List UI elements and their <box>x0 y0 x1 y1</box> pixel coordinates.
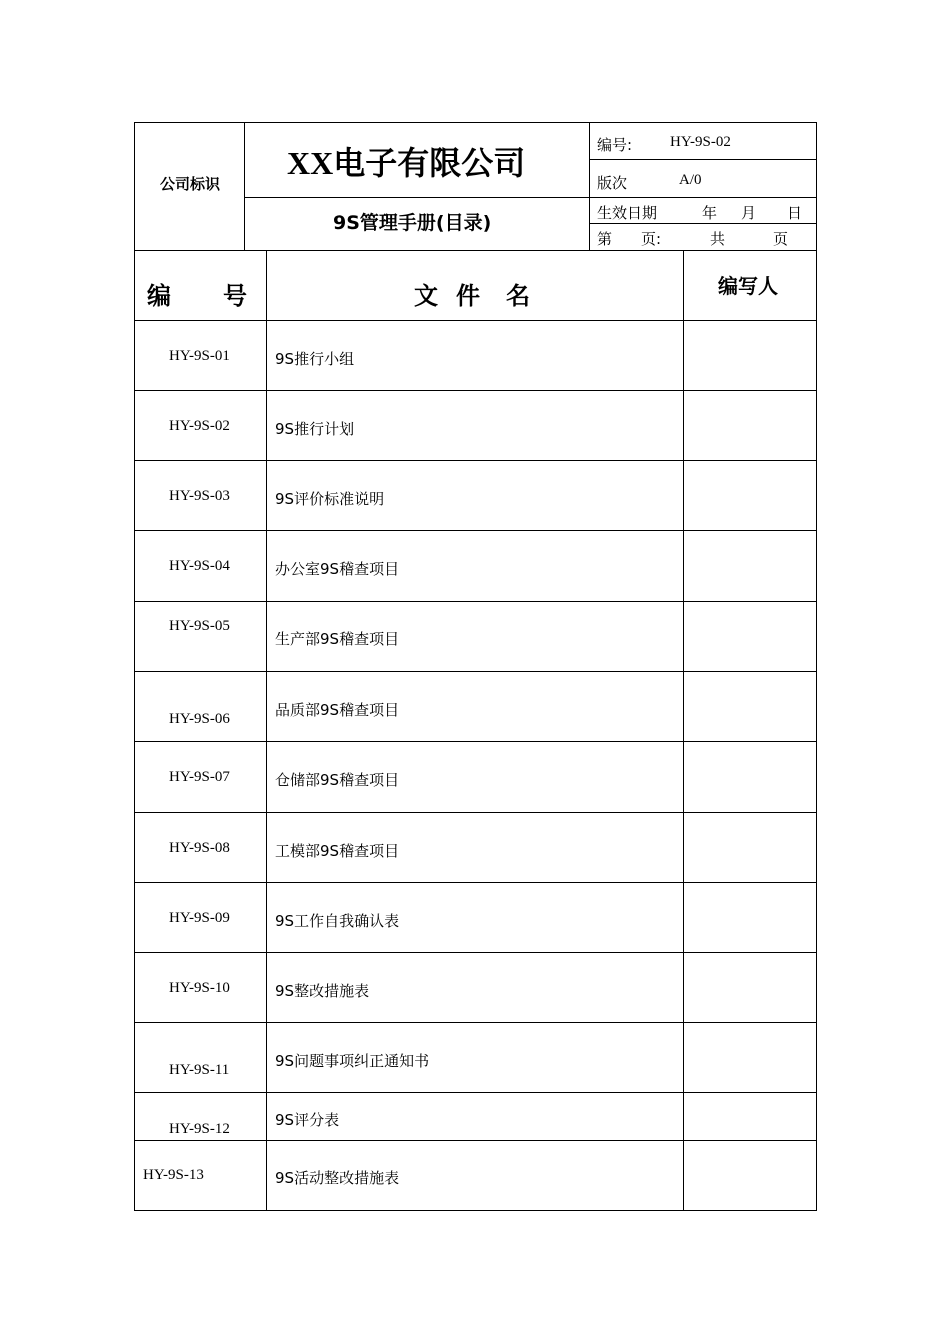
row-file-name: 品质部9S稽查项目 <box>275 701 400 719</box>
row-file-name: 9S活动整改措施表 <box>275 1169 400 1187</box>
header-bottom-border <box>134 250 817 251</box>
row-file-code: HY-9S-10 <box>169 980 230 996</box>
row-file-name: 9S整改措施表 <box>275 982 370 1000</box>
row-file-code: HY-9S-11 <box>169 1062 230 1078</box>
table-row-divider <box>134 1140 817 1141</box>
row-file-name: 9S评价标准说明 <box>275 490 385 508</box>
manual-title: 9S管理手册(目录) <box>333 212 492 234</box>
table-header-divider <box>134 320 817 321</box>
total-label: 共 <box>710 230 726 248</box>
company-logo-label: 公司标识 <box>160 175 221 193</box>
column-header-author: 编写人 <box>718 274 778 298</box>
header-divider <box>589 122 590 250</box>
total-page-label: 页 <box>773 230 789 248</box>
row-file-code: HY-9S-09 <box>169 910 230 926</box>
row-file-code: HY-9S-03 <box>169 488 230 504</box>
table-row-divider <box>134 530 817 531</box>
header-divider <box>589 197 817 198</box>
column-header-number-part2: 号 <box>223 282 247 310</box>
row-file-name: 办公室9S稽查项目 <box>275 560 400 578</box>
row-file-name: 9S评分表 <box>275 1111 340 1129</box>
doc-number-label: 编号: <box>597 136 633 154</box>
year-label: 年 <box>702 204 718 222</box>
table-row-divider <box>134 390 817 391</box>
table-row-divider <box>134 882 817 883</box>
page-label-suffix: 页: <box>641 230 662 248</box>
table-row-divider <box>134 671 817 672</box>
header-divider <box>244 122 245 250</box>
column-header-file-name-part1: 文 <box>414 282 438 310</box>
row-file-name: 9S问题事项纠正通知书 <box>275 1052 430 1070</box>
table-row-divider <box>134 812 817 813</box>
row-file-code: HY-9S-08 <box>169 840 230 856</box>
row-file-code: HY-9S-01 <box>169 348 230 364</box>
header-divider <box>589 159 817 160</box>
company-name <box>287 138 525 184</box>
table-row-divider <box>134 741 817 742</box>
page-label-prefix: 第 <box>597 230 613 248</box>
month-label: 月 <box>741 204 757 222</box>
row-file-code: HY-9S-04 <box>169 558 230 574</box>
table-row-divider <box>134 601 817 602</box>
row-file-name: 工模部9S稽查项目 <box>275 842 400 860</box>
company-name-prefix: XX <box>287 145 334 181</box>
table-row-divider <box>134 952 817 953</box>
row-file-code: HY-9S-07 <box>169 769 230 785</box>
row-file-name: 9S推行小组 <box>275 350 355 368</box>
version-label: 版次 <box>597 174 628 192</box>
table-column-divider <box>266 250 267 1211</box>
column-header-number <box>147 276 247 311</box>
company-name-suffix: 电子有限公司 <box>333 144 526 182</box>
day-label: 日 <box>787 204 803 222</box>
column-header-number-part1: 编 <box>147 282 171 310</box>
row-file-code: HY-9S-12 <box>169 1121 230 1137</box>
header-divider <box>244 197 589 198</box>
header-divider <box>589 223 817 224</box>
row-file-name: 仓储部9S稽查项目 <box>275 771 400 789</box>
row-file-code: HY-9S-05 <box>169 618 230 634</box>
doc-number-value: HY-9S-02 <box>670 134 731 150</box>
table-column-divider <box>683 250 684 1211</box>
row-file-code: HY-9S-13 <box>143 1167 204 1183</box>
row-file-code: HY-9S-06 <box>169 711 230 727</box>
row-file-code: HY-9S-02 <box>169 418 230 434</box>
column-header-file-name-part3: 名 <box>506 282 530 310</box>
effective-date-label: 生效日期 <box>597 204 658 222</box>
row-file-name: 9S推行计划 <box>275 420 355 438</box>
row-file-name: 9S工作自我确认表 <box>275 912 400 930</box>
table-row-divider <box>134 460 817 461</box>
table-row-divider <box>134 1092 817 1093</box>
column-header-file-name <box>414 276 530 311</box>
version-value: A/0 <box>679 172 702 188</box>
row-file-name: 生产部9S稽查项目 <box>275 630 400 648</box>
column-header-file-name-part2: 件 <box>456 282 480 310</box>
table-row-divider <box>134 1022 817 1023</box>
